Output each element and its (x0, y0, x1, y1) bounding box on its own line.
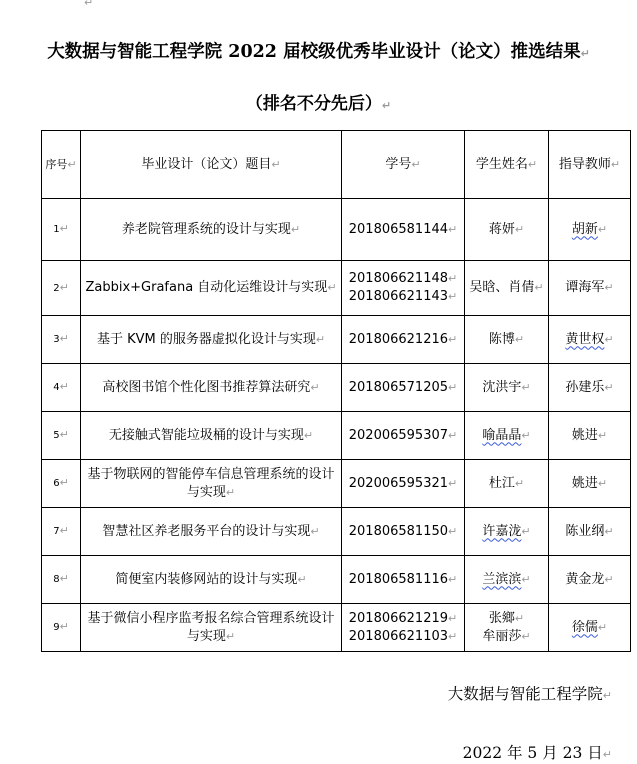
paragraph-mark: ↵ (597, 428, 608, 442)
student-name: 蒋妍↵ (488, 221, 525, 237)
student-id: 202006595307↵ (348, 427, 458, 443)
document-title: 大数据与智能工程学院 2022 届校级优秀毕业设计（论文）推选结果↵ (47, 42, 590, 62)
paragraph-mark: ↵ (448, 572, 458, 586)
paragraph-mark: ↵ (448, 524, 458, 538)
paragraph-mark: ↵ (448, 290, 458, 303)
paragraph-mark: ↵ (297, 572, 307, 586)
row-title: 简便室内装修网站的设计与实现↵ (81, 556, 342, 604)
row-student-id (342, 460, 465, 508)
row-tutor: 孙建乐↵ (549, 364, 631, 412)
student-id: 201806571205↵ (348, 379, 458, 395)
footer-org: 大数据与智能工程学院↵ (447, 685, 612, 703)
header-student-name: 学生姓名↵ (465, 131, 549, 199)
paragraph-mark: ↵ (448, 222, 458, 236)
paragraph-mark: ↵ (604, 524, 614, 538)
paragraph-mark: ↵ (59, 222, 69, 235)
student-name: 许嘉泷↵ (482, 523, 531, 539)
row-title: 高校图书馆个性化图书推荐算法研究↵ (81, 364, 342, 412)
paragraph-mark: ↵ (534, 281, 544, 294)
row-title: 基于物联网的智能停车信息管理系统的设计与实现↵ (81, 460, 342, 508)
table-row (42, 556, 631, 604)
row-student-name (465, 508, 549, 556)
student-name: 牟丽莎↵ (482, 628, 531, 644)
row-student-id (342, 604, 465, 652)
paragraph-mark: ↵ (521, 428, 531, 442)
paragraph-mark: ↵ (597, 620, 608, 634)
row-tutor: 黄世权↵ (549, 316, 631, 364)
row-number: 9↵ (42, 604, 81, 652)
paragraph-mark: ↵ (521, 629, 531, 643)
paragraph-mark: ↵ (225, 629, 236, 643)
row-student-name (465, 604, 549, 652)
student-name: 陈博↵ (488, 331, 525, 347)
paragraph-mark: ↵ (310, 380, 320, 394)
student-id: 201806621219↵ (348, 610, 458, 626)
row-number: 4↵ (42, 364, 81, 412)
row-title: 养老院管理系统的设计与实现↵ (81, 199, 342, 261)
table-row (42, 460, 631, 508)
row-number: 7↵ (42, 508, 81, 556)
row-number: 8↵ (42, 556, 81, 604)
paragraph-mark: ↵ (448, 611, 458, 625)
table-row (42, 412, 631, 460)
paragraph-mark: ↵ (448, 428, 458, 442)
paragraph-mark: ↵ (59, 524, 69, 537)
document-subtitle: （排名不分先后）↵ (245, 94, 392, 114)
paragraph-mark: ↵ (514, 611, 525, 625)
student-id: 201806581144↵ (348, 221, 458, 237)
paragraph-mark: ↵ (448, 629, 458, 643)
row-number: 6↵ (42, 460, 81, 508)
row-student-name (465, 316, 549, 364)
paragraph-mark: ↵ (448, 476, 458, 490)
row-tutor: 黄金龙↵ (549, 556, 631, 604)
paragraph-mark: ↵ (521, 572, 531, 586)
row-tutor: 徐儒↵ (549, 604, 631, 652)
paragraph-mark: ↵ (514, 332, 525, 346)
paragraph-mark: ↵ (59, 332, 69, 345)
student-id: 201806581116↵ (348, 571, 458, 587)
table-row (42, 199, 631, 261)
paragraph-mark: ↵ (290, 222, 301, 236)
paragraph-mark: ↵ (597, 476, 608, 490)
row-number: 3↵ (42, 316, 81, 364)
student-id: 201806621103↵ (348, 628, 458, 644)
paragraph-mark: ↵ (59, 620, 69, 633)
row-student-name (465, 261, 549, 316)
student-name: 吴晗、肖倩↵ (469, 280, 544, 295)
paragraph-mark: ↵ (448, 272, 458, 285)
row-number: 2↵ (42, 261, 81, 316)
table-row (42, 364, 631, 412)
row-tutor: 姚进↵ (549, 460, 631, 508)
row-title: Zabbix+Grafana 自动化运维设计与实现↵ (81, 261, 342, 316)
paragraph-mark: ↵ (514, 222, 525, 236)
row-title: 智慧社区养老服务平台的设计与实现↵ (81, 508, 342, 556)
row-student-id (342, 508, 465, 556)
student-name: 沈洪宇↵ (482, 379, 531, 395)
paragraph-mark: ↵ (310, 524, 320, 538)
paragraph-mark: ↵ (521, 524, 531, 538)
paragraph-mark: ↵ (59, 280, 69, 294)
student-id: 201806621143↵ (348, 289, 458, 304)
results-table (41, 130, 631, 652)
row-student-name (465, 364, 549, 412)
row-number: 1↵ (42, 199, 81, 261)
row-student-name (465, 199, 549, 261)
row-student-name (465, 556, 549, 604)
student-id: 202006595321↵ (348, 475, 458, 491)
student-name: 兰滨滨↵ (482, 571, 531, 587)
student-name: 杜江↵ (488, 475, 525, 491)
row-tutor: 姚进↵ (549, 412, 631, 460)
paragraph-mark: ↵ (59, 380, 69, 393)
row-tutor: 胡新↵ (549, 199, 631, 261)
row-student-id (342, 412, 465, 460)
row-title: 无接触式智能垃圾桶的设计与实现↵ (81, 412, 342, 460)
header-title: 毕业设计（论文）题目↵ (81, 131, 342, 199)
row-student-name (465, 460, 549, 508)
student-name: 张鄉↵ (488, 610, 525, 626)
paragraph-mark: ↵ (315, 332, 326, 346)
row-student-id (342, 261, 465, 316)
paragraph-mark: ↵ (604, 281, 614, 294)
row-number: 5↵ (42, 412, 81, 460)
paragraph-mark: ↵ (59, 572, 69, 585)
header-no: 序号↵ (42, 131, 81, 199)
table-header-row (42, 131, 631, 199)
row-tutor: 谭海军↵ (549, 261, 631, 316)
table-row (42, 604, 631, 652)
paragraph-mark: ↵ (59, 476, 69, 489)
student-id: 201806621216↵ (348, 331, 458, 347)
paragraph-mark: ↵ (448, 332, 458, 346)
row-student-id (342, 316, 465, 364)
footer-date: 2022 年 5 月 23 日↵ (462, 744, 612, 762)
paragraph-mark: ↵ (514, 476, 525, 490)
paragraph-mark: ↵ (225, 485, 236, 499)
row-student-id (342, 199, 465, 261)
paragraph-mark: ↵ (597, 222, 608, 236)
paragraph-mark: ↵ (84, 0, 94, 9)
row-title: 基于微信小程序监考报名综合管理系统设计与实现↵ (81, 604, 342, 652)
header-student-id: 学号↵ (342, 131, 465, 199)
student-id: 201806581150↵ (348, 523, 458, 539)
table-row (42, 508, 631, 556)
student-name: 喻晶晶↵ (482, 427, 531, 443)
paragraph-mark: ↵ (604, 572, 614, 586)
row-title: 基于 KVM 的服务器虚拟化设计与实现↵ (81, 316, 342, 364)
paragraph-mark: ↵ (604, 332, 614, 346)
table-row (42, 316, 631, 364)
student-id: 201806621148↵ (348, 271, 458, 286)
row-student-name (465, 412, 549, 460)
paragraph-mark: ↵ (59, 428, 69, 441)
row-student-id (342, 364, 465, 412)
paragraph-mark: ↵ (521, 380, 531, 394)
header-tutor: 指导教师↵ (549, 131, 631, 199)
paragraph-mark: ↵ (303, 428, 314, 442)
table-row (42, 261, 631, 316)
row-student-id (342, 556, 465, 604)
paragraph-mark: ↵ (448, 380, 458, 394)
paragraph-mark: ↵ (327, 281, 337, 294)
paragraph-mark: ↵ (604, 380, 614, 394)
row-tutor: 陈业纲↵ (549, 508, 631, 556)
